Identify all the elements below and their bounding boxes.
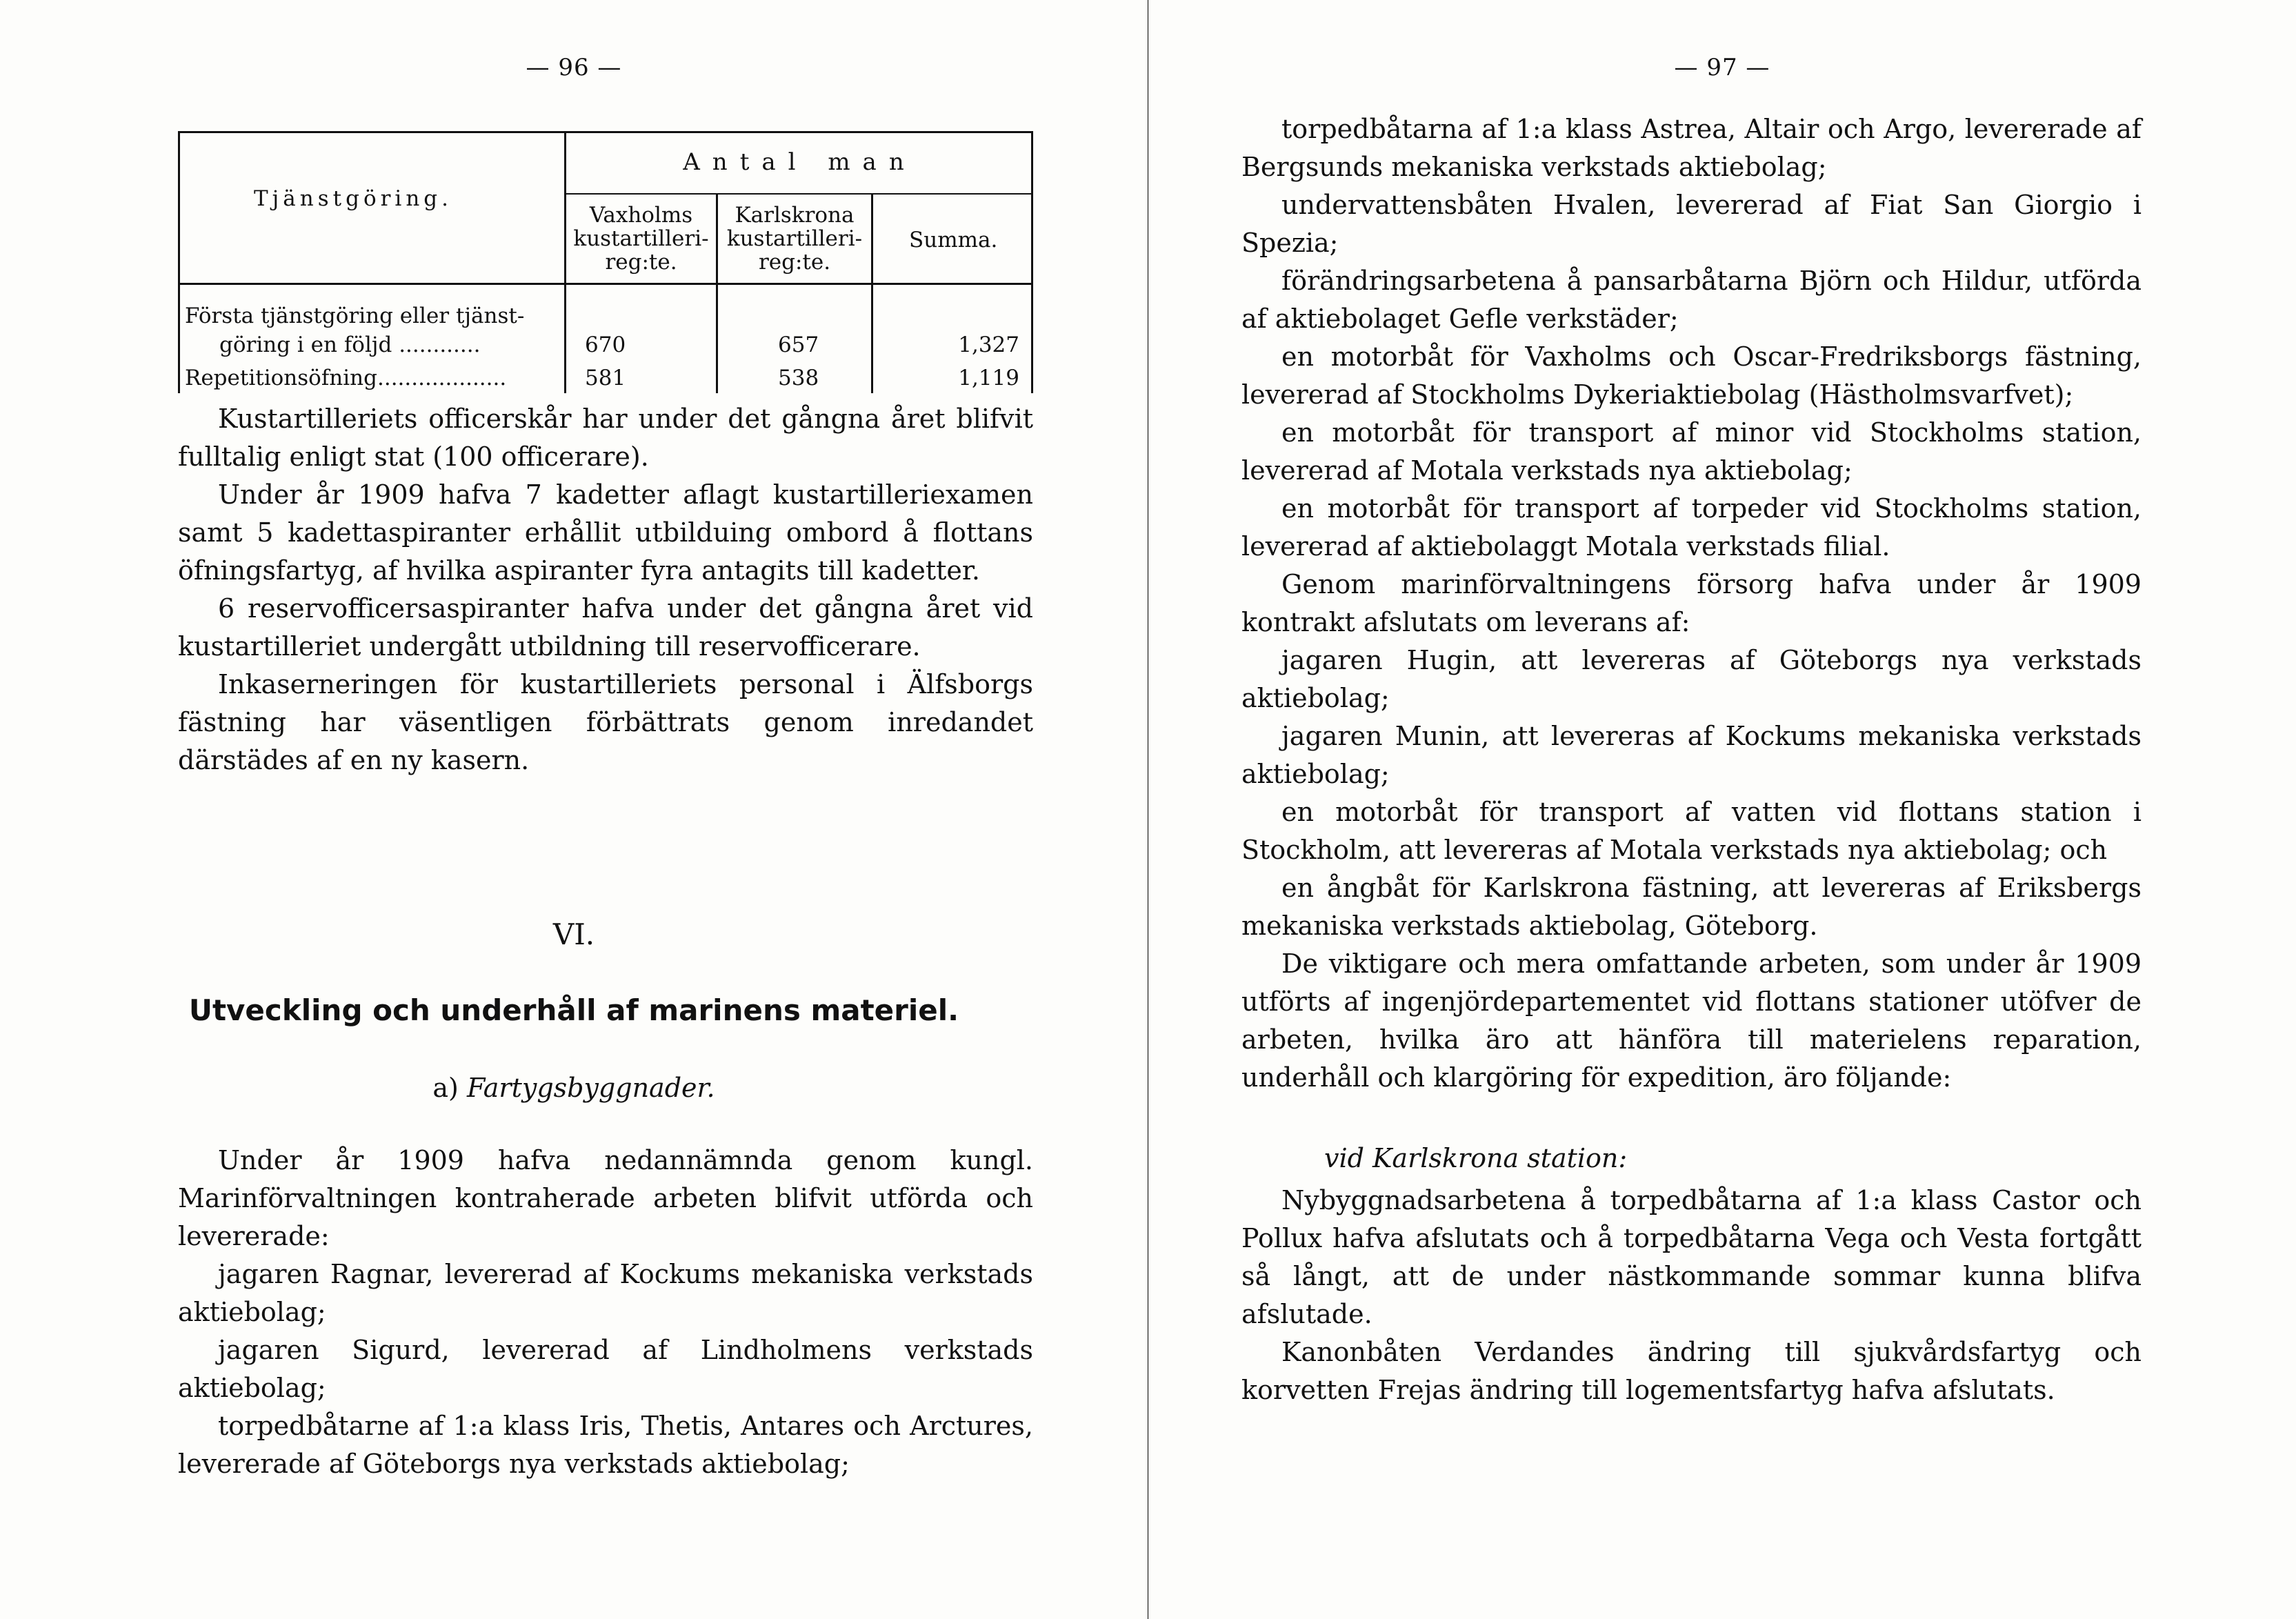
list-item: en motorbåt för transport af minor vid Stockholms station, levererad af Motala verkstads nya aktiebolag; [1241,417,2142,486]
paragraph: Under år 1909 hafva nedannämnda genom kungl. Marinförvaltningen kontraherade arbeten blifvit utförda och levererade: [178,1145,1033,1251]
left-body-text [178,400,1033,779]
right-page [1148,0,2296,1619]
paragraph: Inkaserneringen för kustartilleriets personal i Älfsborgs fästning har väsentligen förbättrats genom inredandet därstädes af en ny kasern. [178,669,1033,775]
table-col2-header: Karlskrona kustartilleri- reg:te. [726,203,863,275]
right-body-text [1241,110,2142,1409]
table-row1-label-line2: göring i en följd ............ [219,332,481,357]
page-number-right: — 97 — [1674,54,1770,81]
table-group-header: Antal man [683,148,917,176]
paragraph: Genom marinförvaltningens försorg hafva under år 1909 kontrakt afslutats om leverans af: [1241,569,2142,637]
service-table [178,131,1033,404]
table-row2-v2: 538 [778,366,819,390]
list-item: jagaren Hugin, att levereras af Göteborgs nya verkstads aktiebolag; [1241,645,2142,713]
list-item: jagaren Ragnar, levererad af Kockums mekaniska verkstads aktiebolag; [178,1259,1033,1327]
table-col1-header: Vaxholms kustartilleri- reg:te. [573,203,709,275]
list-item: torpedbåtarne af 1:a klass Iris, Thetis, Antares och Arctures, levererade af Göteborgs nya verkstads aktiebolag; [178,1411,1033,1479]
paragraph: Kanonbåten Verdandes ändring till sjukvårdsfartyg och korvetten Frejas ändring till logementsfartyg hafva afslutats. [1241,1337,2142,1405]
list-item: jagaren Sigurd, levererad af Lindholmens verkstads aktiebolag; [178,1335,1033,1403]
left-body-text-2 [178,1142,1033,1483]
station-heading: vid Karlskrona station: [1324,1143,1628,1173]
page-number-left: — 96 — [526,54,622,81]
subsection-title: a) Fartygsbyggnader. [432,1073,715,1103]
paragraph: De viktigare och mera omfattande arbeten, som under år 1909 utförts af ingenjördepartementet vid flottans stationer utöfver de arbeten, hvilka äro att hänföra till materielens reparation, underhåll och klargöring för expedition, äro följande: [1241,948,2142,1093]
list-item: en ångbåt för Karlskrona fästning, att levereras af Eriksbergs mekaniska verkstads aktiebolag, Göteborg. [1241,873,2142,941]
table-row1-sum: 1,327 [958,332,1019,357]
paragraph: Kustartilleriets officerskår har under det gångna året blifvit fulltalig enligt stat (100 officerare). [178,404,1033,472]
paragraph: Nybyggnadsarbetena å torpedbåtarna af 1:a klass Castor och Pollux hafva afslutats och å torpedbåtarna Vega och Vesta fortgått så långt, att de under nästkommande sommar kunna blifva afslutade. [1241,1185,2142,1329]
table-row2-label: Repetitionsöfning................... [185,366,507,390]
list-item: jagaren Munin, att levereras af Kockums mekaniska verkstads aktiebolag; [1241,721,2142,789]
table-row2-sum: 1,119 [958,366,1019,390]
list-item: en motorbåt för Vaxholms och Oscar-Fredriksborgs fästning, levererad af Stockholms Dykeriaktiebolag (Hästholmsvarfvet); [1241,341,2142,410]
paragraph: 6 reservofficersaspiranter hafva under det gångna året vid kustartilleriet undergått utbildning till reservofficerare. [178,593,1033,662]
list-item: undervattensbåten Hvalen, levererad af Fiat San Giorgio i Spezia; [1241,190,2142,258]
section-title: Utveckling och underhåll af marinens materiel. [188,993,959,1027]
table-col3-header: Summa. [909,228,998,252]
table-row2-v1: 581 [585,366,626,390]
section-number: VI. [552,917,595,951]
list-item: en motorbåt för transport af vatten vid flottans station i Stockholm, att levereras af Motala verkstads nya aktiebolag; och [1241,797,2142,865]
list-item: en motorbåt för transport af torpeder vid Stockholms station, levererad af aktiebolaggt Motala verkstads filial. [1241,493,2142,562]
table-row1-v2: 657 [778,332,819,357]
list-item: torpedbåtarna af 1:a klass Astrea, Altair och Argo, levererade af Bergsunds mekaniska verkstads aktiebolag; [1241,114,2142,182]
table-row1-v1: 670 [585,332,626,357]
table-row1-label-line1: Första tjänstgöring eller tjänst- [185,304,525,328]
paragraph: Under år 1909 hafva 7 kadetter aflagt kustartilleriexamen samt 5 kadettaspiranter erhållit utbilduing ombord å flottans öfningsfartyg, af hvilka aspiranter fyra antagits till kadetter. [178,479,1033,586]
table-row-header: Tjänstgöring. [254,186,453,211]
list-item: förändringsarbetena å pansarbåtarna Björn och Hildur, utförda af aktiebolaget Gefle verkstäder; [1241,266,2142,334]
